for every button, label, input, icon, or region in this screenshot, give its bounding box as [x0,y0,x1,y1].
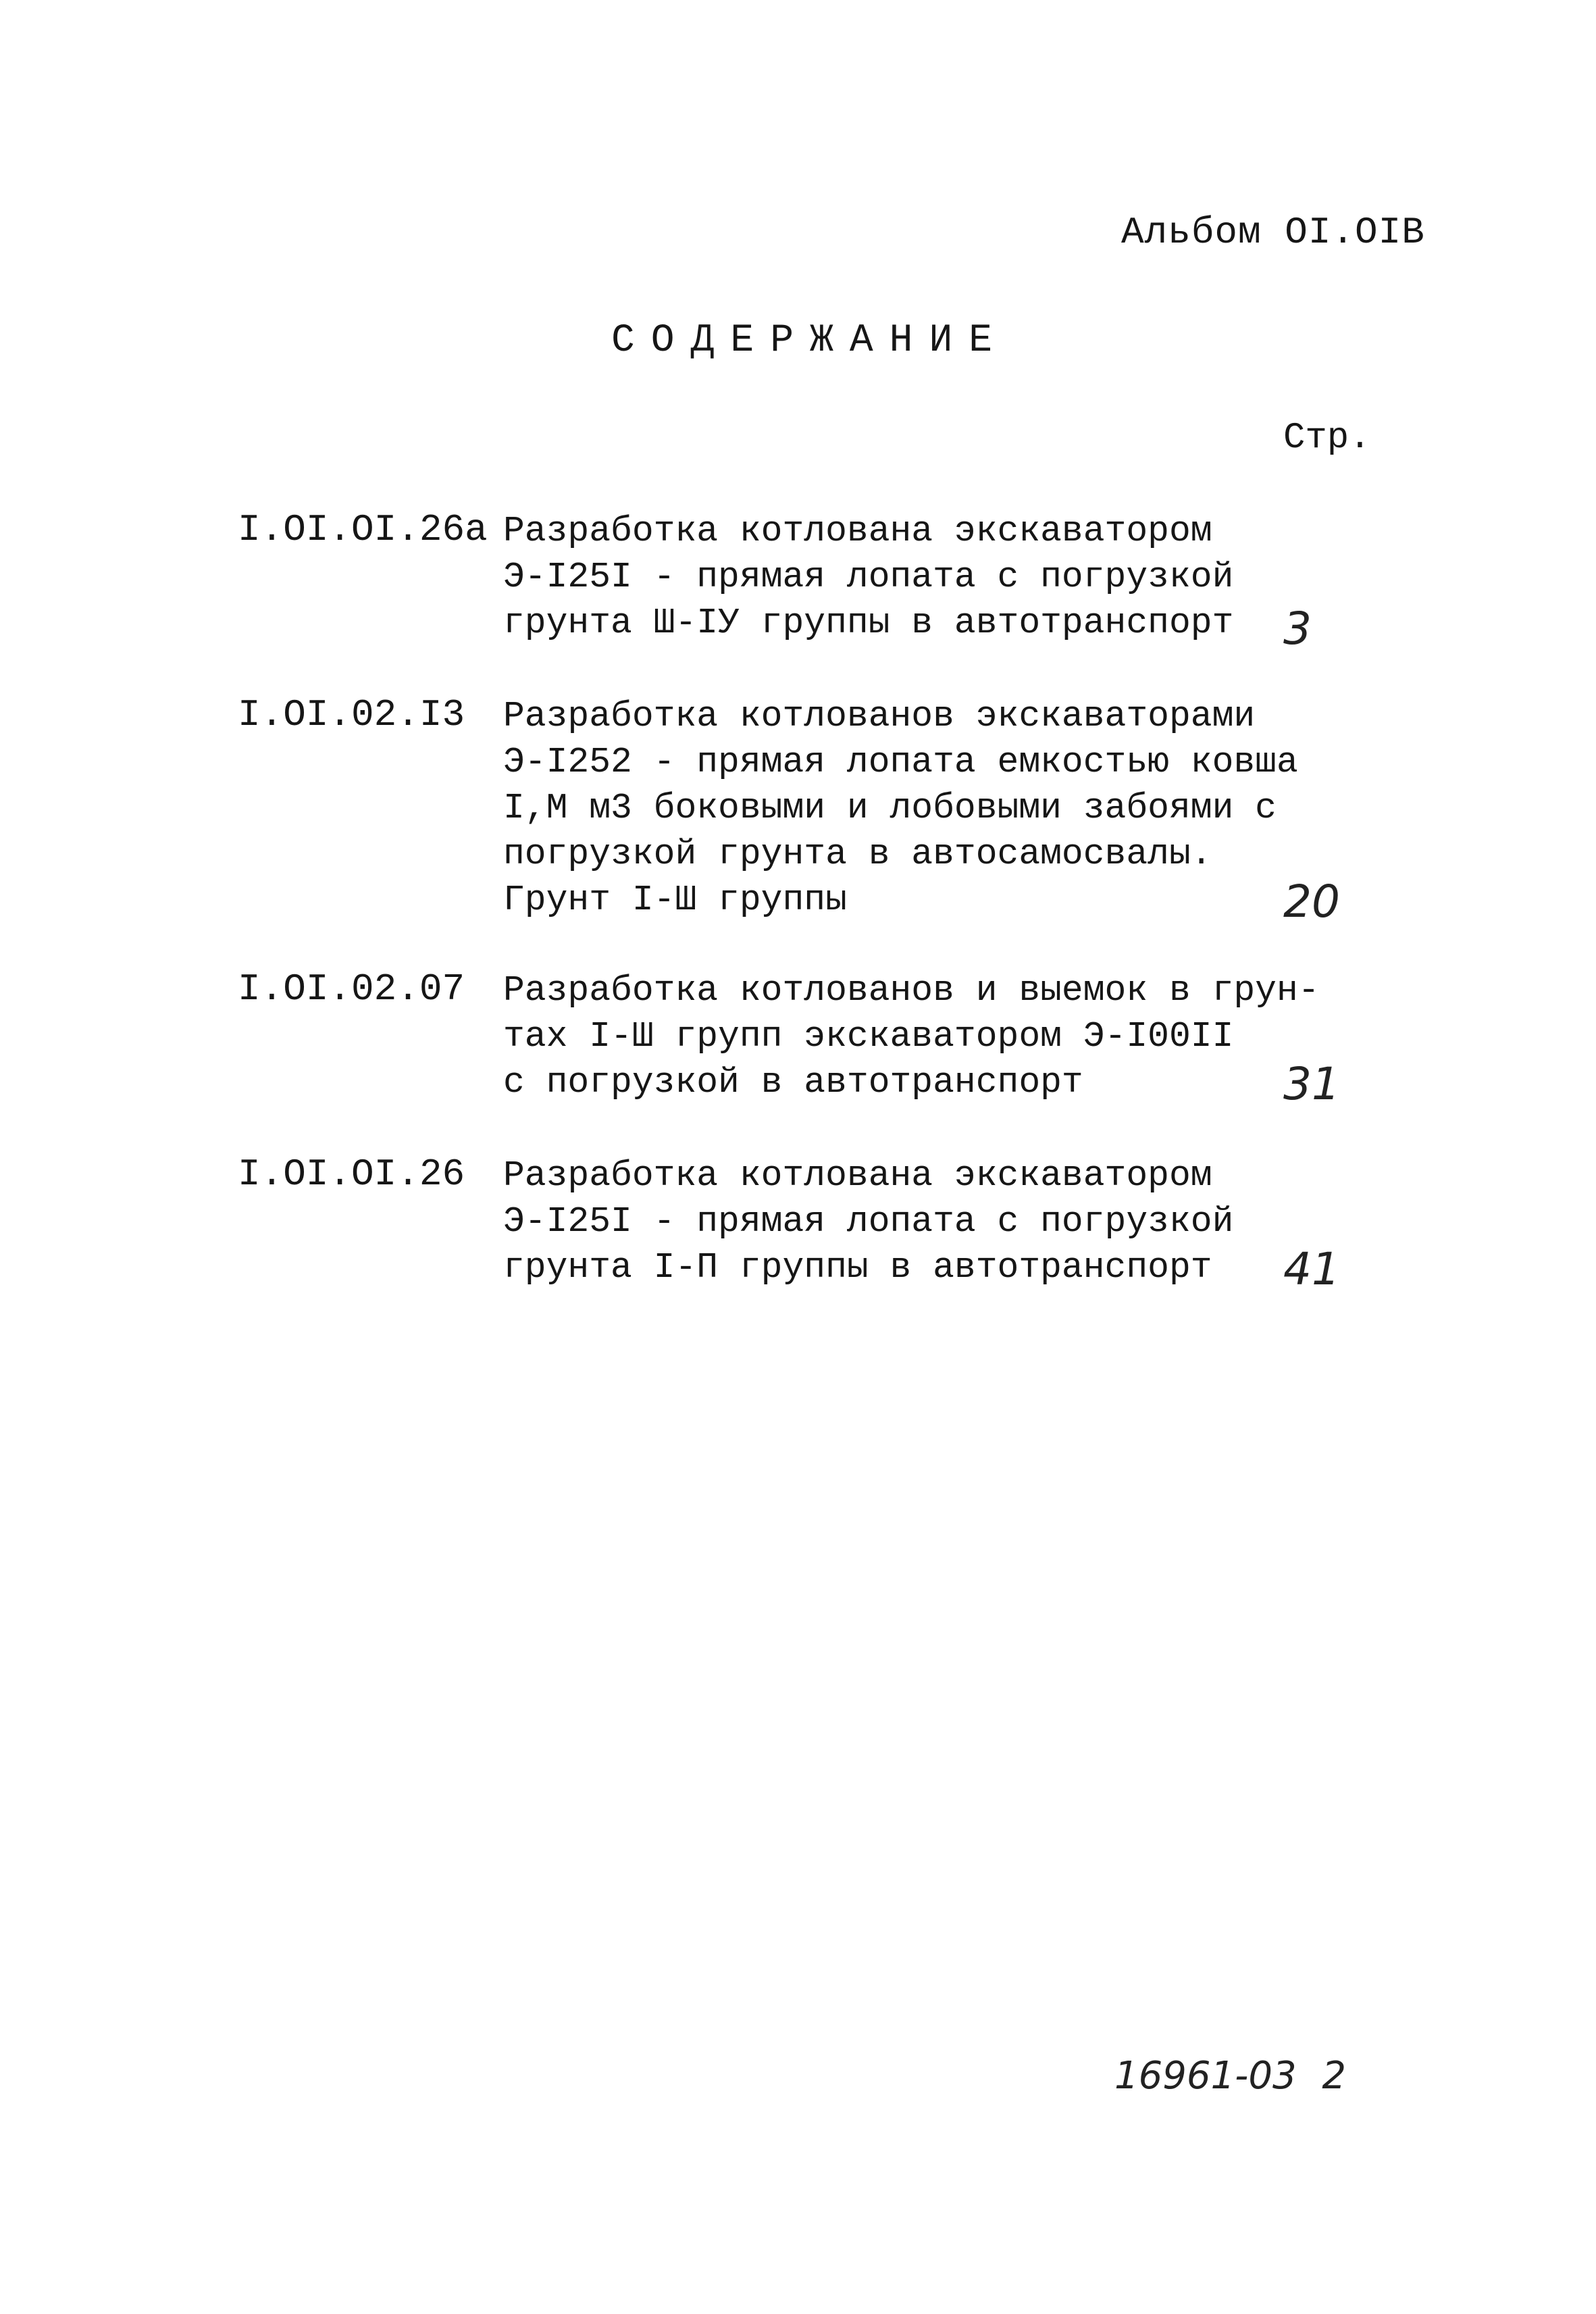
entry-description [503,1153,1273,1290]
description-line: тах I-Ш групп экскаватором Э-I00II [503,1016,1234,1057]
description-line: Э-I25I - прямая лопата с погрузкой [503,1201,1234,1242]
description-line: Э-I25I - прямая лопата с погрузкой [503,557,1234,597]
description-line: грунта I-П группы в автотранспорт [503,1247,1212,1288]
description-line: Грунт I-Ш группы [503,880,847,920]
description-line: грунта Ш-IУ группы в автотранспорт [503,603,1234,643]
description-line: Разработка котлована экскаватором [503,511,1212,551]
entry-code: I.OI.OI.26а [238,508,488,551]
page-column-label: Стр. [1283,418,1371,459]
entry-description [503,693,1298,923]
description-line: Э-I252 - прямая лопата емкостью ковша [503,742,1298,782]
document-footer [1114,2054,1346,2098]
description-line: I,М м3 боковыми и лобовыми забоями с [503,788,1277,828]
sheet-number: 2 [1322,2054,1347,2098]
album-number: Альбом OI.OIВ [1121,211,1425,254]
entry-page-number: 3 [1283,603,1312,655]
entry-code: I.OI.OI.26 [238,1153,465,1196]
description-line: Разработка котлованов экскаваторами [503,696,1256,736]
entry-code: I.OI.02.I3 [238,693,465,736]
description-line: погрузкой грунта в автосамосвалы. [503,834,1212,874]
description-line: Разработка котлованов и выемок в грун- [503,970,1320,1011]
entry-description [503,508,1273,646]
entry-page-number: 31 [1283,1058,1340,1110]
description-line: Разработка котлована экскаватором [503,1155,1212,1196]
entry-page-number: 20 [1283,876,1340,928]
entry-page-number: 41 [1283,1243,1340,1295]
contents-title: СОДЕРЖАНИЕ [611,319,1009,363]
document-number: 16961-03 [1114,2054,1297,2098]
entry-code: I.OI.02.07 [238,967,465,1011]
description-line: с погрузкой в автотранспорт [503,1062,1083,1103]
